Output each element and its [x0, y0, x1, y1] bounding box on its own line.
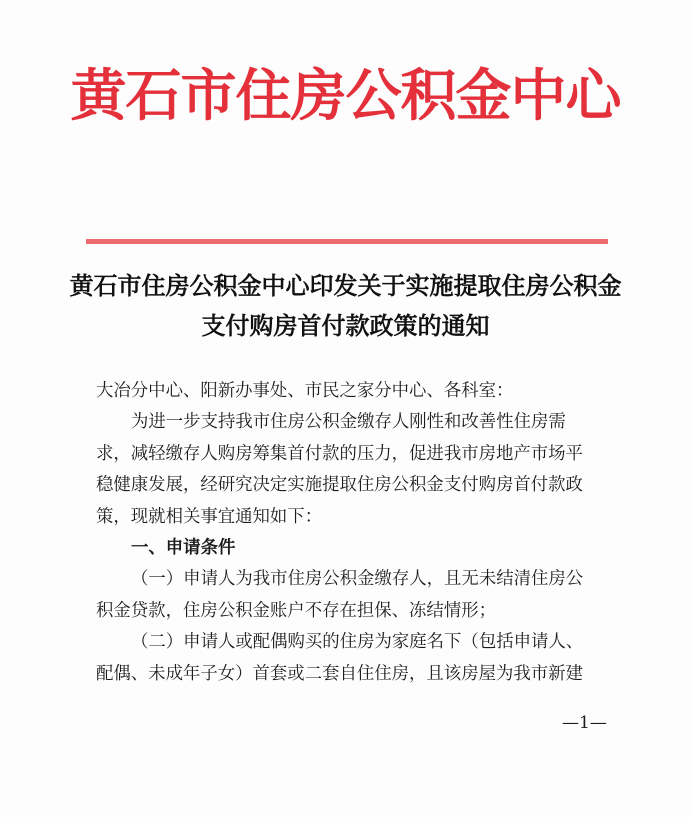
document-body [96, 376, 616, 690]
condition-item-2-line: 配偶、未成年子女）首套或二套自住住房，且该房屋为我市新建 [96, 663, 583, 684]
section-heading: 一、申请条件 [131, 538, 236, 559]
intro-line: 求，减轻缴存人购房筹集首付款的压力，促进我市房地产市场平 [96, 443, 583, 464]
intro-line: 稳健康发展，经研究决定实施提取住房公积金支付购房首付款政 [96, 475, 583, 496]
recipients-line: 大冶分中心、阳新办事处、市民之家分中心、各科室： [96, 381, 514, 401]
intro-line: 策，现就相关事宜通知如下： [96, 506, 323, 527]
red-divider-rule [86, 239, 608, 244]
intro-line: 为进一步支持我市住房公积金缴存人刚性和改善性住房需 [131, 412, 566, 433]
condition-item-2-line: （二）申请人或配偶购买的住房为家庭名下（包括申请人、 [131, 632, 584, 653]
document-title [60, 266, 631, 346]
title-line-1: 黄石市住房公积金中心印发关于实施提取住房公积金 [69, 271, 622, 300]
organization-header: 黄石市住房公积金中心 [70, 64, 621, 129]
title-line-2: 支付购房首付款政策的通知 [201, 311, 490, 340]
condition-item-1-line: 积金贷款，住房公积金账户不存在担保、冻结情形； [96, 600, 496, 621]
page-number: —1— [562, 713, 607, 733]
condition-item-1-line: （一）申请人为我市住房公积金缴存人，且无未结清住房公 [131, 569, 584, 590]
